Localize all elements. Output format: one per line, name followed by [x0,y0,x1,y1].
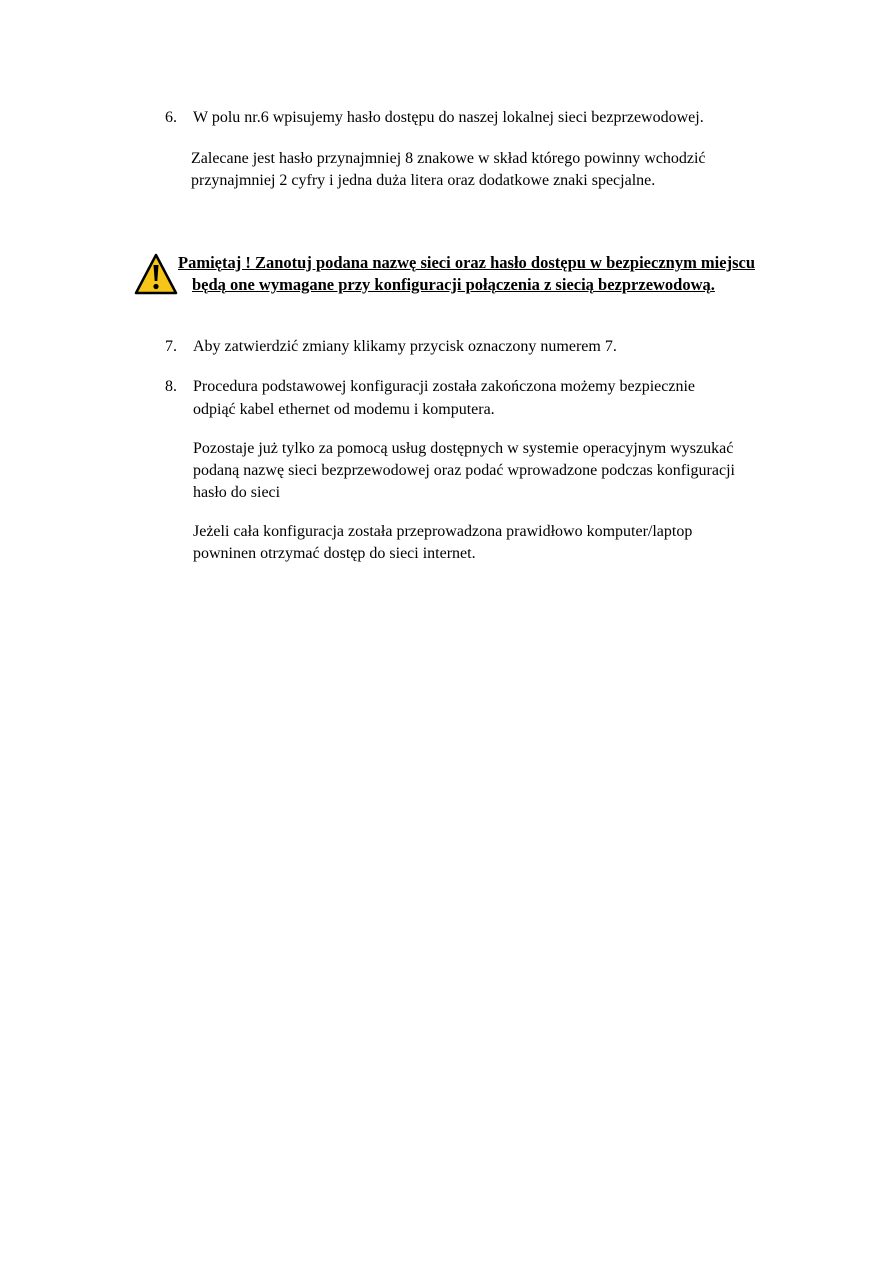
step-7-number: 7. [165,338,177,355]
step-6-number: 6. [165,109,177,126]
warning-text [178,252,828,296]
search-line-3: hasło do sieci [193,484,281,501]
step-7-text: Aby zatwierdzić zmiany klikamy przycisk oznaczony numerem 7. [193,338,617,355]
step-6-note-line-1: Zalecane jest hasło przynajmniej 8 znakowe w skład którego powinny wchodzić [191,150,706,167]
step-7 [165,335,825,358]
step-8-text [193,375,825,421]
step-8-number: 8. [165,378,177,395]
step-8-line-1: Procedura podstawowej konfiguracji została zakończona możemy bezpiecznie [193,378,696,395]
step-6 [165,106,825,129]
result-line-2: powninen otrzymać dostęp do sieci internet. [193,545,476,562]
step-8-paragraph-result [193,521,833,565]
step-6-password-note [191,148,831,192]
step-8 [165,375,825,421]
step-8-paragraph-search [193,438,833,504]
warning-triangle-icon [134,252,178,296]
search-line-1: Pozostaje już tylko za pomocą usług dostępnych w systemie operacyjnym wyszukać [193,440,734,457]
warning-line-1: Pamiętaj ! Zanotuj podana nazwę sieci oraz hasło dostępu w bezpiecznym miejscu [178,253,756,272]
search-line-2: podaną nazwę sieci bezprzewodowej oraz podać wprowadzone podczas konfiguracji [193,462,735,479]
step-6-text: W polu nr.6 wpisujemy hasło dostępu do naszej lokalnej sieci bezprzewodowej. [193,109,704,126]
warning-line-2: będą one wymagane przy konfiguracji połączenia z siecią bezprzewodową. [192,275,715,294]
step-8-line-2: odpiąć kabel ethernet od modemu i komputera. [193,401,495,418]
step-6-note-line-2: przynajmniej 2 cyfry i jedna duża litera oraz dodatkowe znaki specjalne. [191,172,656,189]
warning-box [134,252,834,298]
result-line-1: Jeżeli cała konfiguracja została przeprowadzona prawidłowo komputer/laptop [193,523,693,540]
